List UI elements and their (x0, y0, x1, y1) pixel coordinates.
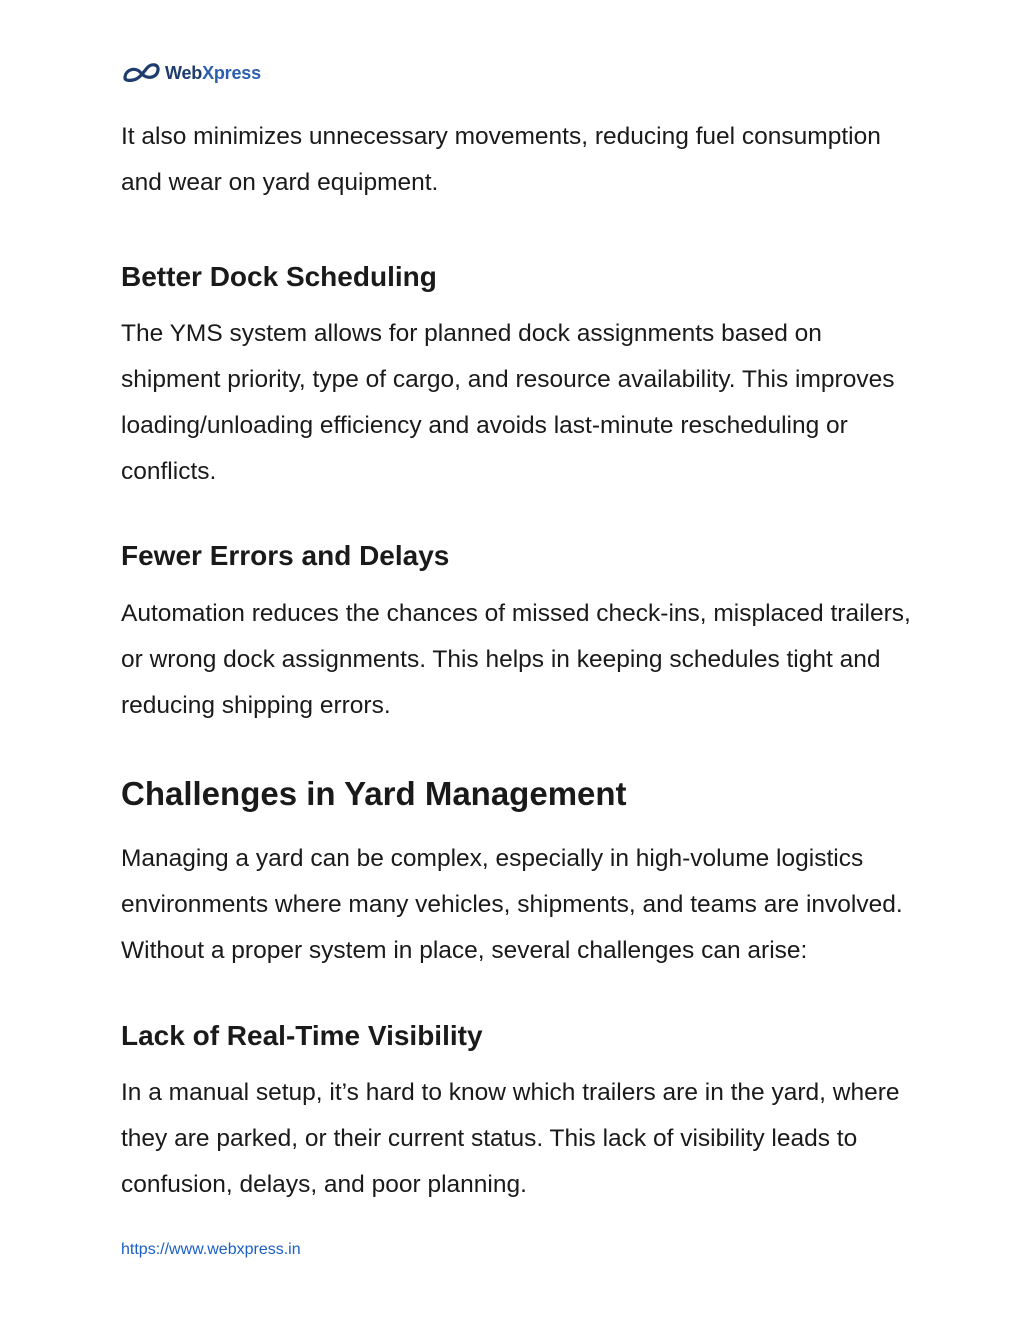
footer-url-link[interactable]: https://www.webxpress.in (121, 1241, 301, 1258)
dock-scheduling-paragraph: The YMS system allows for planned dock assignments based on shipment priority, type of cargo, and resource availability. This improves loading/unloading efficiency and avoids last-minute rescheduling or conflicts. (121, 319, 895, 486)
infinity-icon (121, 60, 163, 86)
section-heading-visibility: Lack of Real-Time Visibility (121, 1019, 483, 1051)
section-heading-dock-scheduling: Better Dock Scheduling (121, 260, 437, 292)
main-heading-challenges: Challenges in Yard Management (121, 774, 627, 812)
challenges-paragraph: Managing a yard can be complex, especially in high-volume logistics environments where many vehicles, shipments, and teams are involved. Without a proper system in place, several challenges can arise: (121, 844, 903, 965)
brand-name: WebXpress (165, 62, 261, 83)
section-heading-errors-delays: Fewer Errors and Delays (121, 539, 450, 571)
document-body (121, 114, 911, 1208)
visibility-paragraph: In a manual setup, it’s hard to know which trailers are in the yard, where they are parked, or their current status. This lack of visibility leads to confusion, delays, and poor planning. (121, 1078, 900, 1199)
errors-delays-paragraph: Automation reduces the chances of missed check-ins, misplaced trailers, or wrong dock assignments. This helps in keeping schedules tight and reducing shipping errors. (121, 599, 911, 720)
intro-paragraph: It also minimizes unnecessary movements, reducing fuel consumption and wear on yard equipment. (121, 123, 881, 197)
brand-logo (121, 60, 261, 86)
